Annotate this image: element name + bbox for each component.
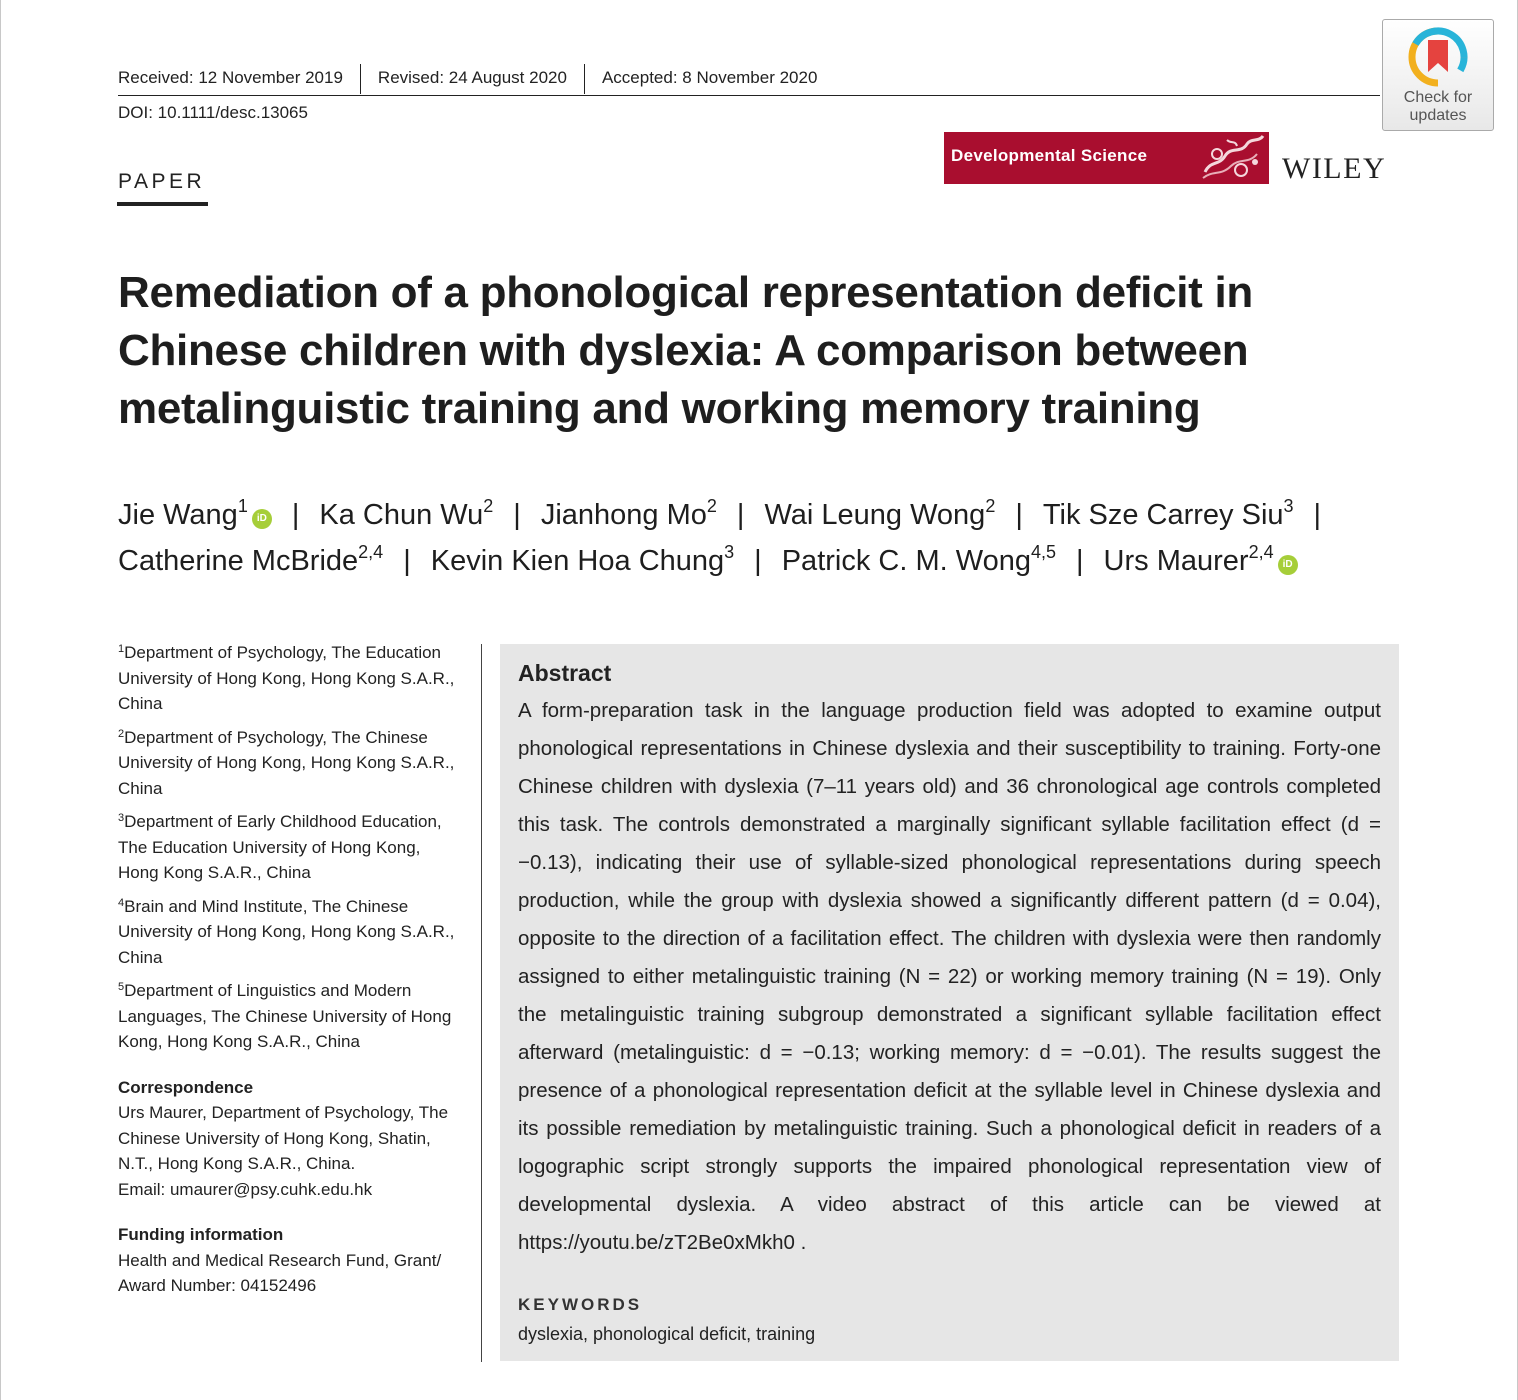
author-item[interactable] xyxy=(781,542,1056,577)
author-separator: | xyxy=(513,499,521,531)
author-separator: | xyxy=(736,499,745,531)
affiliation-text: Department of Linguistics and Modern Languages, The Chinese University of Hong Kong, Hong Kong S.A.R., China xyxy=(118,981,452,1051)
check-for-label: Check for xyxy=(1403,89,1473,106)
author-item[interactable] xyxy=(319,496,494,531)
author-affiliation-sup: 3 xyxy=(1283,496,1294,516)
affiliation-text: Department of Psychology, The Chinese University of Hong Kong, Hong Kong S.A.R., China xyxy=(118,727,455,798)
correspondence-text: Urs Maurer, Department of Psychology, The Chinese University of Hong Kong, Shatin, N.T., Hong Kong S.A.R., China. xyxy=(118,1103,449,1173)
author-item[interactable] xyxy=(118,496,272,531)
affiliation-text: Brain and Mind Institute, The Chinese University of Hong Kong, Hong Kong S.A.R., China xyxy=(118,896,455,967)
affiliation-number: 5 xyxy=(118,981,125,993)
abstract-heading: Abstract xyxy=(518,660,612,686)
author-item[interactable] xyxy=(1103,542,1298,577)
article-type-label: PAPER xyxy=(118,170,206,193)
author-separator: | xyxy=(403,545,411,577)
author-affiliation-sup: 2,4 xyxy=(358,542,384,562)
check-for-updates-badge[interactable] xyxy=(1382,19,1494,131)
author-affiliation-sup: 2 xyxy=(706,496,717,516)
author-name: Wai Leung Wong xyxy=(764,499,986,531)
page-edge-left xyxy=(0,0,1,1400)
keywords-text: dyslexia, phonological deficit, training xyxy=(518,1324,816,1344)
column-divider xyxy=(481,644,482,1362)
correspondence-heading: Correspondence xyxy=(118,1077,254,1097)
received-date: Received: 12 November 2019 xyxy=(118,68,343,87)
author-name: Ka Chun Wu xyxy=(319,499,484,531)
journal-ornament-icon xyxy=(1197,132,1269,184)
author-affiliation-sup: 3 xyxy=(724,542,735,562)
affiliations-column xyxy=(118,640,463,1299)
funding-text: Health and Medical Research Fund, Grant/ Award Number: 04152496 xyxy=(118,1250,442,1295)
affiliation-item xyxy=(118,809,463,886)
orcid-icon[interactable]: iD xyxy=(252,509,272,529)
author-name: Jie Wang xyxy=(118,499,238,531)
author-item[interactable] xyxy=(764,496,996,531)
author-affiliation-sup: 4,5 xyxy=(1030,542,1056,562)
header-rule xyxy=(118,95,1380,96)
check-updates-icon xyxy=(1407,26,1469,88)
author-separator: | xyxy=(754,545,762,577)
accepted-date: Accepted: 8 November 2020 xyxy=(601,68,818,87)
author-item[interactable] xyxy=(430,542,735,577)
affiliation-item xyxy=(118,725,463,802)
affiliation-text: Department of Psychology, The Education University of Hong Kong, Hong Kong S.A.R., China xyxy=(118,643,455,713)
affiliation-number: 2 xyxy=(118,727,125,740)
author-separator: | xyxy=(1015,499,1023,531)
author-name: Kevin Kien Hoa Chung xyxy=(430,545,725,577)
author-separator: | xyxy=(1313,499,1322,531)
affiliation-number: 3 xyxy=(118,812,125,824)
publisher-logo: WILEY xyxy=(1282,152,1387,185)
affiliation-number: 4 xyxy=(118,896,125,909)
author-list xyxy=(118,492,1418,584)
correspondence-email[interactable]: Email: umaurer@psy.cuhk.edu.hk xyxy=(118,1179,373,1199)
doi[interactable]: DOI: 10.1111/desc.13065 xyxy=(118,103,308,122)
funding-heading: Funding information xyxy=(118,1225,284,1244)
abstract-text: A form-preparation task in the language production field was adopted to examine output phonological representations in Chinese dyslexia and their susceptibility to training. Forty-one Chinese children with dyslexia (7–11 years old) and 36 chronological age controls completed this task. The controls demonstrated a marginally significant syllable facilitation effect (d = −0.13), indicating their use of syllable-sized phonological representations during speech production, while the group with dyslexia showed a significantly different pattern (d = 0.04), opposite to the direction of a facilitation effect. The children with dyslexia were then randomly assigned to either metalinguistic training (N = 22) or working memory training (N = 19). Only the metalinguistic training subgroup demonstrated a significant syllable facilitation effect afterward (metalinguistic: d = −0.13; working memory: d = −0.01). The results suggest the presence of a phonological representation deficit at the syllable level in Chinese dyslexia and its possible remediation by metalinguistic training. Such a phonological deficit in readers of a logographic script strongly supports the impaired phonological representation view of developmental dyslexia. A video abstract of this article can be viewed at https://youtu.be/zT2Be0xMkh0 . xyxy=(518,699,1381,1254)
author-name: Urs Maurer xyxy=(1103,545,1249,577)
author-affiliation-sup: 2,4 xyxy=(1248,542,1274,562)
affiliation-number: 1 xyxy=(118,643,125,655)
author-name: Tik Sze Carrey Siu xyxy=(1042,499,1284,531)
abstract-box xyxy=(500,644,1399,1361)
updates-label: updates xyxy=(1409,107,1467,124)
author-affiliation-sup: 2 xyxy=(483,496,494,516)
affiliation-item xyxy=(118,978,463,1055)
author-name: Patrick C. M. Wong xyxy=(781,545,1031,577)
author-item[interactable] xyxy=(1042,496,1294,531)
affiliation-text: Department of Early Childhood Education, The Education University of Hong Kong, Hong Kong S.A.R., China xyxy=(118,812,442,882)
orcid-icon[interactable]: iD xyxy=(1278,555,1298,575)
author-name: Jianhong Mo xyxy=(540,499,707,531)
author-item[interactable] xyxy=(540,496,717,531)
journal-name: Developmental Science xyxy=(951,146,1148,165)
article-dates xyxy=(118,66,834,94)
author-separator: | xyxy=(291,499,300,531)
article-title: Remediation of a phonological representation deficit in Chinese children with dyslexia: A comparison between metalinguistic training and working memory training xyxy=(118,268,1253,433)
author-affiliation-sup: 1 xyxy=(237,496,248,516)
keywords-heading: KEYWORDS xyxy=(518,1295,643,1314)
revised-date: Revised: 24 August 2020 xyxy=(377,68,567,87)
affiliation-item xyxy=(118,894,463,971)
journal-banner[interactable] xyxy=(944,132,1269,184)
author-name: Catherine McBride xyxy=(118,545,359,577)
affiliation-item xyxy=(118,640,463,717)
author-separator: | xyxy=(1076,545,1084,577)
author-affiliation-sup: 2 xyxy=(985,496,996,516)
author-item[interactable] xyxy=(118,542,384,577)
article-type-underline xyxy=(117,202,208,206)
